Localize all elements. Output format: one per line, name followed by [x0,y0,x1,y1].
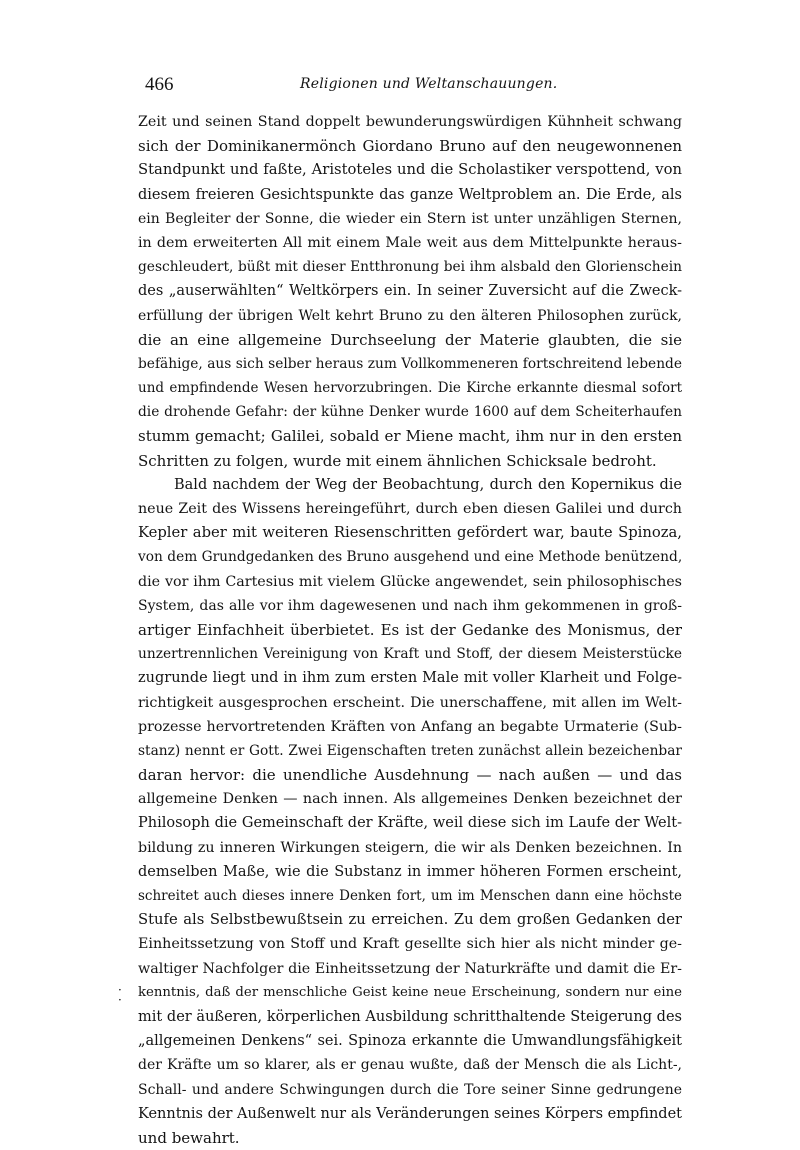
text-line: Schritten zu folgen, wurde mit einem ähnlichen Schicksale bedroht. [138,451,657,470]
text-line: unzertrennlichen Vereinigung von Kraft und Stoff, der diesem Meisterstücke [138,646,682,663]
text-line: die an eine allgemeine Durchseelung der Materie glaubten, die sie [138,330,682,349]
text-line: System, das alle vor ihm dagewesenen und nach ihm gekommenen in groß- [138,597,682,614]
text-line: allgemeine Denken — nach innen. Als allgemeines Denken bezeichnet der [138,791,682,808]
text-line: demselben Maße, wie die Substanz in immer höheren Formen erscheint, [138,863,682,880]
text-line: artiger Einfachheit überbietet. Es ist der Gedanke des Monismus, der [138,620,682,639]
text-line: Kenntnis der Außenwelt nur als Veränderungen seines Körpers empfindet [138,1105,682,1122]
text-line: Philosoph die Gemeinschaft der Kräfte, weil diese sich im Laufe der Welt- [138,815,682,832]
running-title: Religionen und Weltanschauungen. [300,76,558,92]
text-line: der Kräfte um so klarer, als er genau wußte, daß der Mensch die als Licht-, [138,1057,682,1074]
text-line: prozesse hervortretenden Kräften von Anfang an begabte Urmaterie (Sub- [138,718,682,735]
paragraph [138,110,682,473]
text-line: Schall- und andere Schwingungen durch die Tore seiner Sinne gedrungene [138,1081,682,1098]
text-line: des „auserwählten“ Weltkörpers ein. In seiner Zuversicht auf die Zweck- [138,283,682,300]
text-line: neue Zeit des Wissens hereingeführt, durch eben diesen Galilei und durch [138,501,682,517]
margin-marks: · · [118,983,122,1007]
text-line: und empfindende Wesen hervorzubringen. Die Kirche erkannte diesmal sofort [138,380,682,397]
text-line: „allgemeinen Denkens“ sei. Spinoza erkannte die Umwandlungsfähigkeit [138,1033,682,1050]
body-text [138,110,682,1150]
text-line: Zeit und seinen Stand doppelt bewunderungswürdigen Kühnheit schwang [138,114,682,130]
text-line: diesem freieren Gesichtspunkte das ganze Weltproblem an. Die Erde, als [138,186,682,203]
text-line: Einheitssetzung von Stoff und Kraft gesellte sich hier als nicht minder ge- [138,936,682,953]
text-line: Kepler aber mit weiteren Riesenschritten gefördert war, baute Spinoza, [138,524,682,542]
text-line: die drohende Gefahr: der kühne Denker wurde 1600 auf dem Scheiterhaufen [138,404,682,421]
text-line: zugrunde liegt und in ihm zum ersten Male mit voller Klarheit und Folge- [138,670,682,687]
text-line: geschleudert, büßt mit dieser Entthronung bei ihm alsbald den Glorienschein [138,259,682,276]
text-line: daran hervor: die unendliche Ausdehnung — nach außen — und das [138,766,682,785]
text-line: befähige, aus sich selber heraus zum Vollkommeneren fortschreitend lebende [138,355,682,372]
text-line: richtigkeit ausgesprochen erscheint. Die unerschaffene, mit allen im Welt- [138,694,682,711]
paragraph [138,473,682,1150]
text-line: stanz) nennt er Gott. Zwei Eigenschaften treten zunächst allein bezeichenbar [138,742,682,759]
text-line: sich der Dominikanermönch Giordano Bruno auf den neugewonnenen [138,137,682,156]
text-line: von dem Grundgedanken des Bruno ausgehend und eine Methode benützend, [138,549,682,566]
text-line: erfüllung der übrigen Welt kehrt Bruno zu den älteren Philosophen zurück, [138,307,682,324]
text-line: Bald nachdem der Weg der Beobachtung, durch den Kopernikus die [174,476,682,493]
text-line: ein Begleiter der Sonne, die wieder ein Stern ist unter unzähligen Sternen, [138,210,682,227]
text-line: Standpunkt und faßte, Aristoteles und die Scholastiker verspottend, von [138,161,682,179]
text-line: mit der äußeren, körperlichen Ausbildung schritthaltende Steigerung des [138,1008,682,1025]
text-line: bildung zu inneren Wirkungen steigern, die wir als Denken bezeichnen. In [138,839,682,856]
page-header [145,70,685,100]
text-line: schreitet auch dieses innere Denken fort, um im Menschen dann eine höchste [138,888,682,904]
text-line: Stufe als Selbstbewußtsein zu erreichen. Zu dem großen Gedanken der [138,911,682,929]
text-line: in dem erweiterten All mit einem Male weit aus dem Mittelpunkte heraus- [138,234,682,251]
text-line: waltiger Nachfolger die Einheitssetzung der Naturkräfte und damit die Er- [138,960,682,977]
text-line: kenntnis, daß der menschliche Geist keine neue Erscheinung, sondern nur eine [138,984,682,1000]
text-line: stumm gemacht; Galilei, sobald er Miene macht, ihm nur in den ersten [138,427,682,446]
text-line: die vor ihm Cartesius mit vielem Glücke angewendet, sein philosophisches [138,573,682,590]
page-number: 466 [145,74,174,95]
text-line: und bewahrt. [138,1128,240,1147]
